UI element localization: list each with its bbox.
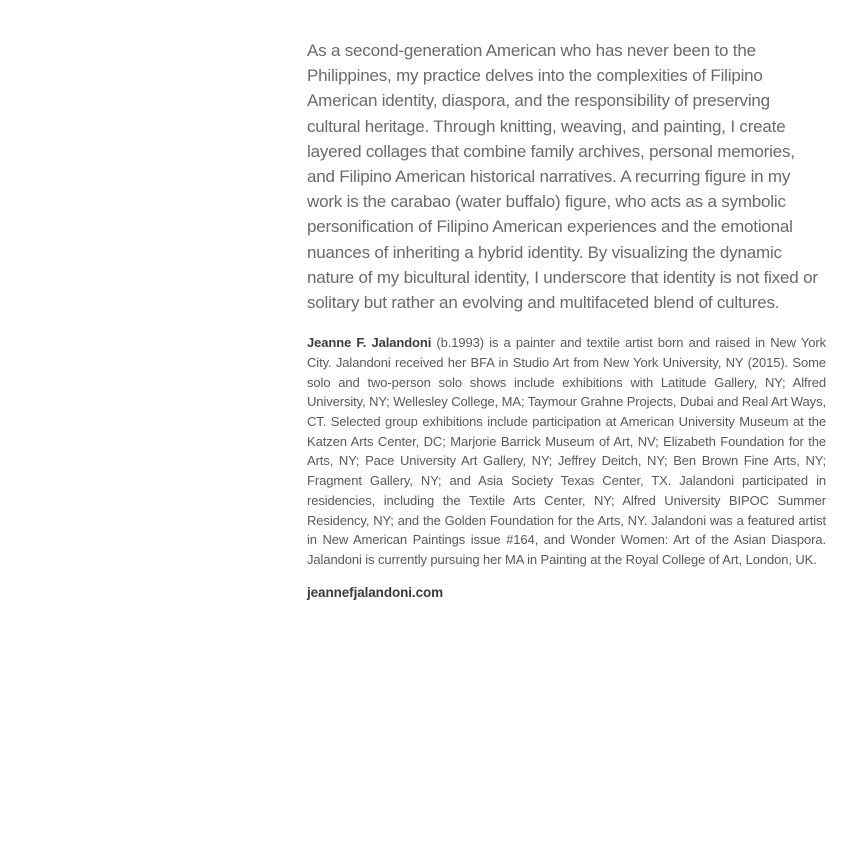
content-column [307,38,826,600]
artist-bio-text: (b.1993) is a painter and textile artist born and raised in New York City. Jalandoni received her BFA in Studio Art from New York University, NY (2015). Some solo and two-person solo shows include exhibitions with Latitude Gallery, NY; Alfred University, NY; Wellesley College, MA; Taymour Grahne Projects, Dubai and Real Art Ways, CT. Selected group exhibitions include participation at American University Museum at the Katzen Arts Center, DC; Marjorie Barrick Museum of Art, NV; Elizabeth Foundation for the Arts, NY; Pace University Art Gallery, NY; Jeffrey Deitch, NY; Ben Brown Fine Arts, NY; Fragment Gallery, NY; and Asia Society Texas Center, TX. Jalandoni participated in residencies, including the Textile Arts Center, NY; Alfred University BIPOC Summer Residency, NY; and the Golden Foundation for the Arts, NY. Jalandoni was a featured artist in New American Paintings issue #164, and Wonder Women: Art of the Asian Diaspora. Jalandoni is currently pursuing her MA in Painting at the Royal College of Art, London, UK. [307,335,826,567]
artist-name: Jeanne F. Jalandoni [307,335,432,351]
artist-statement: As a second-generation American who has never been to the Philippines, my practice delves into the complexities of Filipino American identity, diaspora, and the responsibility of preserving cultural heritage. Through knitting, weaving, and painting, I create layered collages that combine family archives, personal memories, and Filipino American historical narratives. A recurring figure in my work is the carabao (water buffalo) figure, who acts as a symbolic personification of Filipino American experiences and the emotional nuances of inheriting a hybrid identity. By visualizing the dynamic nature of my bicultural identity, I underscore that identity is not fixed or solitary but rather an evolving and multifaceted blend of cultures. [307,41,818,313]
artist-bio [307,333,826,569]
website-link[interactable]: jeannefjalandoni.com [307,584,444,600]
